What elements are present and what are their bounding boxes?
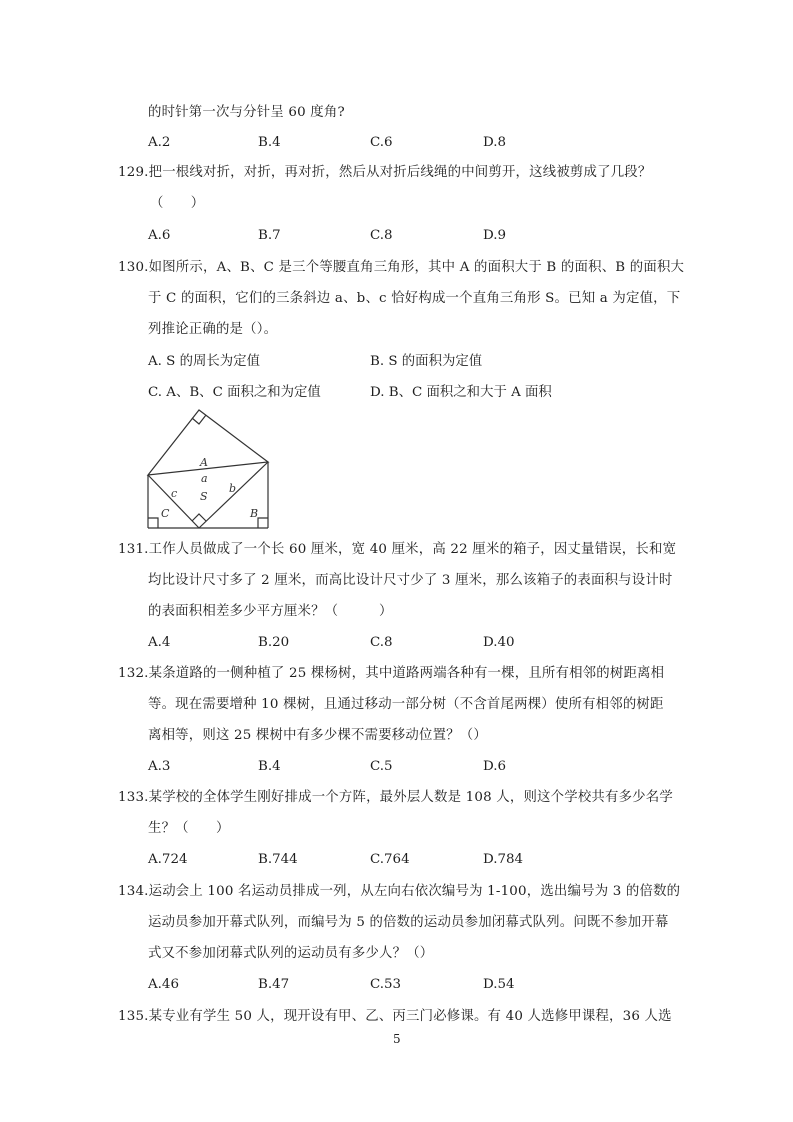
question-128-option-a: A.2 [148, 135, 171, 150]
question-132-option-c: C.5 [370, 759, 393, 774]
question-131-line-1: 131.工作人员做成了一个长 60 厘米，宽 40 厘米，高 22 厘米的箱子，因丈量错误，长和宽 [118, 542, 677, 557]
question-133-line-2: 生？（ ） [148, 821, 230, 836]
question-129-line-2: （ ） [150, 196, 205, 211]
label-s: S [200, 490, 208, 503]
label-b-lower: b [229, 482, 237, 495]
question-130-line-1: 130.如图所示，A、B、C 是三个等腰直角三角形，其中 A 的面积大于 B 的面积、B 的面积大 [118, 260, 685, 275]
question-132-option-b: B.4 [258, 759, 281, 774]
question-130-option-b: B. S 的面积为定值 [370, 354, 483, 369]
question-133-option-b: B.744 [258, 852, 298, 867]
question-130-line-3: 列推论正确的是（）。 [148, 322, 278, 337]
question-134-line-3: 式又不参加闭幕式队列的运动员有多少人？（） [148, 946, 434, 961]
question-132-line-2: 等。现在需要增种 10 棵树，且通过移动一部分树（不含首尾两棵）使所有相邻的树距 [148, 697, 664, 712]
question-132-option-a: A.3 [148, 759, 171, 774]
question-129-line-1: 129.把一根线对折，对折，再对折，然后从对折后线绳的中间剪开，这线被剪成了几段？ [118, 165, 652, 180]
question-131-option-a: A.4 [148, 635, 171, 650]
question-129-option-b: B.7 [258, 228, 281, 243]
label-a-lower: a [201, 472, 208, 485]
question-131-line-3: 的表面积相差多少平方厘米？（ ） [148, 604, 393, 619]
question-132-line-3: 离相等，则这 25 棵树中有多少棵不需要移动位置？（） [148, 728, 487, 743]
question-130-option-d: D. B、C 面积之和大于 A 面积 [370, 385, 552, 400]
question-131-option-b: B.20 [258, 635, 290, 650]
question-133-option-c: C.764 [370, 852, 410, 867]
question-132-line-1: 132.某条道路的一侧种植了 25 棵杨树，其中道路两端各种有一棵，且所有相邻的树距离相 [118, 666, 665, 681]
question-134-line-2: 运动员参加开幕式队列，而编号为 5 的倍数的运动员参加闭幕式队列。问既不参加开幕 [148, 915, 669, 930]
question-132-option-d: D.6 [483, 759, 507, 774]
question-128-option-d: D.8 [483, 135, 507, 150]
question-128-option-b: B.4 [258, 135, 281, 150]
question-133-line-1: 133.某学校的全体学生刚好排成一个方阵，最外层人数是 108 人，则这个学校共有多少名学 [118, 790, 673, 805]
question-134-option-a: A.46 [148, 977, 179, 992]
question-131-line-2: 均比设计尺寸多了 2 厘米，而高比设计尺寸少了 3 厘米，那么该箱子的表面积与设计时 [148, 573, 673, 588]
question-134-line-1: 134.运动会上 100 名运动员排成一列，从左向右依次编号为 1-100，选出编号为 3 的倍数的 [118, 884, 681, 899]
question-134-option-c: C.53 [370, 977, 402, 992]
question-129-option-d: D.9 [483, 228, 507, 243]
question-129-option-c: C.8 [370, 228, 393, 243]
question-133-option-d: D.784 [483, 852, 524, 867]
question-130-option-a: A. S 的周长为定值 [148, 354, 260, 369]
triangle-a-shape [148, 410, 268, 475]
label-a-upper: A [200, 456, 208, 469]
label-c-lower: c [171, 487, 178, 500]
question-134-option-d: D.54 [483, 977, 515, 992]
question-131-option-d: D.40 [483, 635, 515, 650]
label-c-upper: C [161, 507, 170, 520]
question-128-option-c: C.6 [370, 135, 393, 150]
question-130-line-2: 于 C 的面积，它们的三条斜边 a、b、c 恰好构成一个直角三角形 S。已知 a 为定值，下 [148, 291, 681, 306]
question-129-option-a: A.6 [148, 228, 171, 243]
question-131-option-c: C.8 [370, 635, 393, 650]
question-130-option-c: C. A、B、C 面积之和为定值 [148, 385, 321, 400]
question-135-line-1: 135.某专业有学生 50 人，现开设有甲、乙、丙三门必修课。有 40 人选修甲课程，36 人选 [118, 1009, 672, 1024]
question-128-line-1: 的时针第一次与分针呈 60 度角? [148, 105, 345, 120]
label-b-upper: B [250, 507, 259, 520]
question-134-option-b: B.47 [258, 977, 290, 992]
question-133-option-a: A.724 [148, 852, 188, 867]
triangle-figure [140, 402, 280, 534]
page-number: 5 [393, 1032, 401, 1046]
